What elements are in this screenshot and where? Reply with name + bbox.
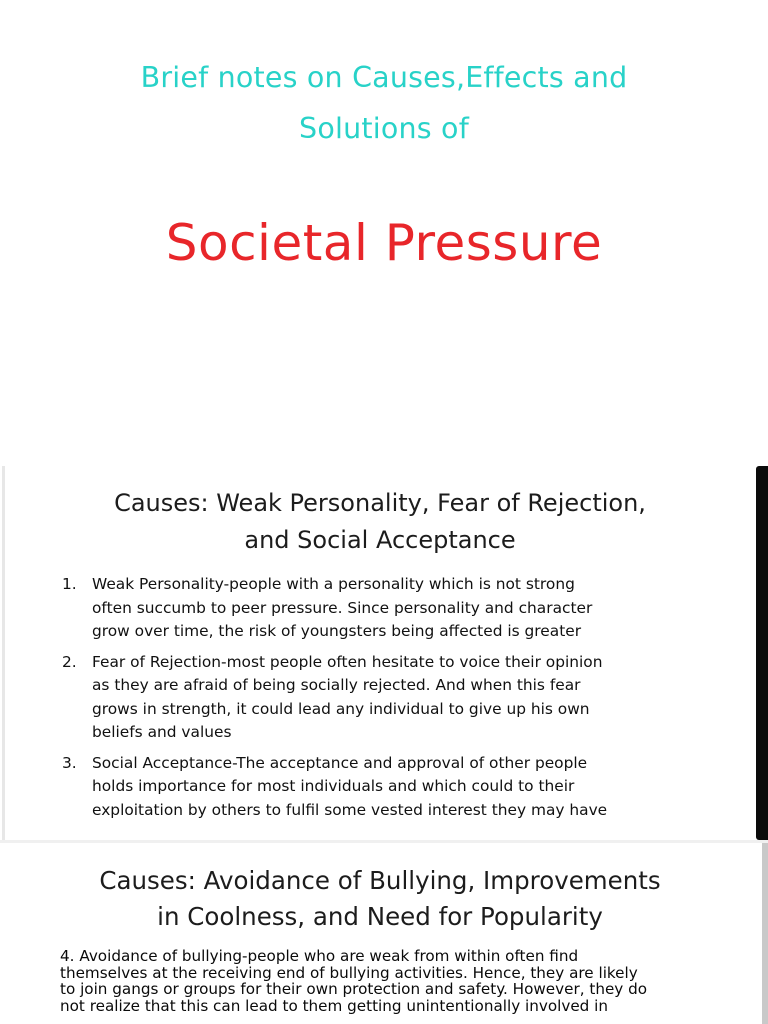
- text-line: as they are afraid of being socially rejected. And when this fear: [92, 676, 581, 694]
- text-line: Social Acceptance-The acceptance and approval of other people: [92, 753, 588, 772]
- slide-heading-line: in Coolness, and Need for Popularity: [157, 902, 603, 931]
- list-item-number: 2.: [62, 652, 77, 671]
- slide-heading-line: and Social Acceptance: [244, 526, 516, 554]
- subtitle-line: Brief notes on Causes,Effects and: [140, 61, 628, 94]
- slide-causes-part-2: [0, 843, 768, 1024]
- list-item-text: [92, 752, 717, 823]
- text-line: grows in strength, it could lead any individual to give up his own: [92, 699, 590, 718]
- text-line: Fear of Rejection-most people often hesitate to voice their opinion: [92, 652, 603, 671]
- slide-heading: [5, 485, 755, 559]
- text-line: to join gangs or groups for their own protection and safety. However, they do: [60, 980, 648, 998]
- text-line: grow over time, the risk of youngsters being affected is greater: [92, 622, 582, 640]
- text-line: themselves at the receiving end of bullying activities. Hence, they are likely: [60, 963, 638, 982]
- slide-heading: [0, 863, 760, 935]
- slide-heading-line: Causes: Avoidance of Bullying, Improvements: [99, 866, 661, 895]
- title-slide: [0, 0, 768, 465]
- slide-heading-line: Causes: Weak Personality, Fear of Rejection,: [114, 489, 646, 517]
- text-line: holds importance for most individuals and which could to their: [92, 777, 575, 795]
- text-line: 4. Avoidance of bullying-people who are weak from within often find: [60, 947, 579, 965]
- text-line: often succumb to peer pressure. Since personality and character: [92, 598, 593, 617]
- list-item: [57, 651, 717, 745]
- list-item: [57, 573, 717, 644]
- cause-paragraph: [60, 948, 710, 1014]
- subtitle-line: Solutions of: [299, 112, 469, 145]
- text-line: exploitation by others to fulfil some vested interest they may have: [92, 800, 608, 819]
- page-title: Societal Pressure: [165, 214, 603, 272]
- list-item-number: 3.: [62, 753, 77, 772]
- slide-causes-part-1: [2, 466, 754, 840]
- list-item-text: [92, 573, 717, 644]
- text-line: not realize that this can lead to them getting unintentionally involved in: [60, 996, 608, 1015]
- list-item: [57, 752, 717, 823]
- list-item-number: 1.: [62, 575, 77, 593]
- slide-edge: [762, 843, 768, 1024]
- subtitle: [0, 52, 768, 154]
- text-line: beliefs and values: [92, 723, 232, 741]
- slide-edge-shadow: [756, 466, 768, 840]
- text-line: Weak Personality-people with a personality which is not strong: [92, 575, 575, 593]
- list-item-text: [92, 651, 717, 745]
- causes-list: [57, 573, 717, 829]
